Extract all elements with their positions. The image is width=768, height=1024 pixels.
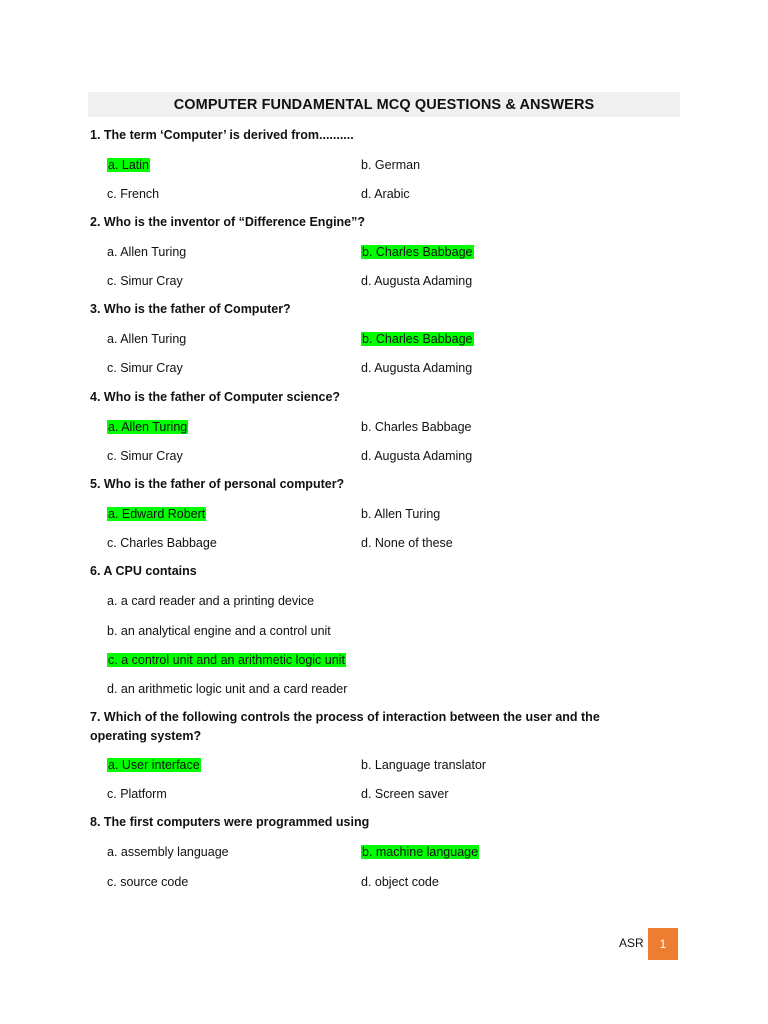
answer-option-correct: b. Charles Babbage	[362, 332, 473, 346]
question-8: 8. The first computers were programmed using	[90, 815, 370, 829]
answer-option-correct: a. Edward Robert	[108, 507, 206, 521]
answer-option: b. German	[361, 158, 421, 172]
answer-option: c. Simur Cray	[107, 361, 183, 375]
footer-label: ASR	[619, 936, 644, 950]
question-7: 7. Which of the following controls the process of interaction between the user and the operating system?	[90, 710, 600, 743]
answer-option: d. an arithmetic logic unit and a card reader	[107, 682, 348, 696]
answer-option-correct: a. Latin	[108, 158, 150, 172]
answer-option: a. assembly language	[107, 845, 229, 859]
answer-option: c. source code	[107, 875, 189, 889]
question-5: 5. Who is the father of personal computer?	[90, 477, 345, 491]
title-bar	[88, 92, 680, 117]
answer-option: b. an analytical engine and a control unit	[107, 624, 331, 638]
answer-option-correct: a. User interface	[108, 758, 200, 772]
page-number-badge: 1	[648, 928, 678, 960]
answer-option: d. object code	[361, 875, 439, 889]
answer-option: c. Charles Babbage	[107, 536, 217, 550]
answer-option: d. Augusta Adaming	[361, 361, 473, 375]
answer-option: d. Screen saver	[361, 787, 449, 801]
answer-option: d. Augusta Adaming	[361, 274, 473, 288]
answer-option: a. Allen Turing	[107, 332, 187, 346]
answer-option-correct: b. machine language	[362, 845, 479, 859]
question-2: 2. Who is the inventor of “Difference Engine”?	[90, 215, 366, 229]
answer-option-correct: b. Charles Babbage	[362, 245, 473, 259]
answer-option: a. Allen Turing	[107, 245, 187, 259]
answer-option: b. Allen Turing	[361, 507, 441, 521]
answer-option: d. None of these	[361, 536, 453, 550]
answer-option: c. French	[107, 187, 160, 201]
answer-option: b. Charles Babbage	[361, 420, 472, 434]
answer-option: c. Simur Cray	[107, 449, 183, 463]
question-3: 3. Who is the father of Computer?	[90, 302, 291, 316]
answer-option: d. Arabic	[361, 187, 410, 201]
answer-option: d. Augusta Adaming	[361, 449, 473, 463]
question-1: 1. The term ‘Computer’ is derived from..........	[90, 128, 354, 142]
answer-option: c. Simur Cray	[107, 274, 183, 288]
answer-option: c. Platform	[107, 787, 167, 801]
question-4: 4. Who is the father of Computer science?	[90, 390, 341, 404]
answer-option: a. a card reader and a printing device	[107, 594, 315, 608]
question-6: 6. A CPU contains	[90, 564, 197, 578]
answer-option-correct: c. a control unit and an arithmetic logic unit	[108, 653, 345, 667]
answer-option-correct: a. Allen Turing	[108, 420, 188, 434]
page-title: COMPUTER FUNDAMENTAL MCQ QUESTIONS & ANSWERS	[173, 96, 595, 113]
answer-option: b. Language translator	[361, 758, 487, 772]
